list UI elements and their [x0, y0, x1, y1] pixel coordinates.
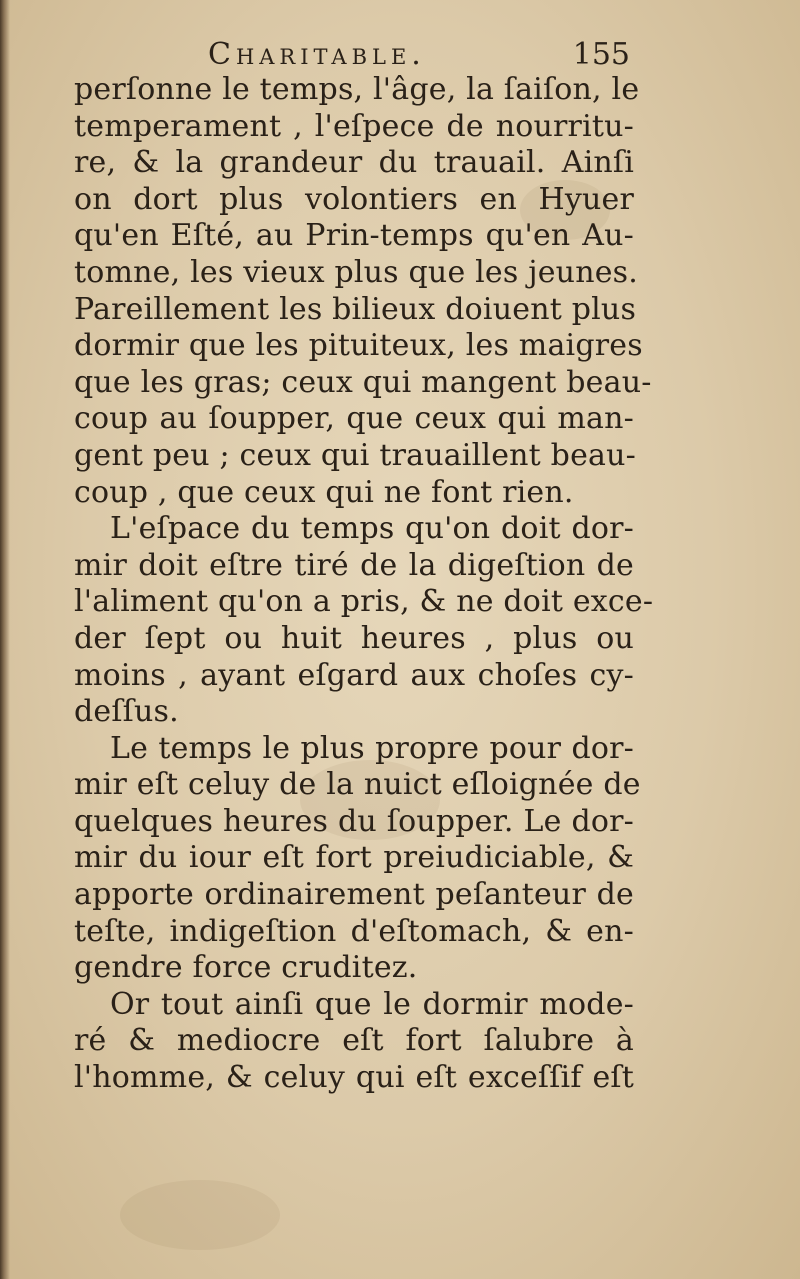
text-line: quelques heures du ſoupper. Le dor-	[74, 803, 634, 839]
text-line: que les gras; ceux qui mangent beau-	[74, 364, 652, 400]
paper-stain	[120, 1180, 280, 1250]
running-head: Charitable.	[208, 37, 426, 72]
text-line: deſſus.	[74, 694, 179, 730]
page-number: 155	[572, 37, 630, 72]
paragraph	[74, 987, 634, 1097]
text-line: on dort plus volontiers en Hyuer	[74, 181, 634, 217]
text-line: temperament , l'eſpece de nourritu-	[74, 108, 634, 144]
text-line: mir doit eſtre tiré de la digeſtion de	[74, 547, 634, 583]
text-line: der ſept ou huit heures , plus ou	[74, 620, 634, 656]
text-line: mir eſt celuy de la nuict eſloignée de	[74, 767, 641, 803]
text-line: gent peu ; ceux qui trauaillent beau-	[74, 437, 636, 473]
paragraph	[74, 730, 641, 987]
text-line: Le temps le plus propre pour dor-	[110, 730, 634, 766]
text-line: l'homme, & celuy qui eſt exceſſif eſt	[74, 1060, 634, 1096]
page-gutter	[0, 0, 10, 1279]
text-line: moins , ayant eſgard aux choſes cy-	[74, 657, 634, 693]
text-line: coup au ſoupper, que ceux qui man-	[74, 401, 634, 437]
text-line: re, & la grandeur du trauail. Ainſi	[74, 145, 634, 181]
text-line: L'eſpace du temps qu'on doit dor-	[110, 511, 634, 547]
text-line: Or tout ainſi que le dormir mode-	[110, 986, 634, 1022]
text-line: coup , que ceux qui ne font rien.	[74, 474, 574, 510]
text-line: dormir que les pituiteux, les maigres	[74, 328, 643, 364]
text-line: mir du iour eſt fort preiudiciable, &	[74, 840, 634, 876]
text-line: ré & mediocre eſt fort ſalubre à	[74, 1023, 634, 1059]
paragraph	[74, 72, 652, 511]
text-line: perſonne le temps, l'âge, la ſaiſon, le	[74, 72, 640, 107]
text-line: gendre force cruditez.	[74, 950, 418, 986]
text-line: Pareillement les bilieux doiuent plus	[74, 291, 637, 327]
text-line: tomne, les vieux plus que les jeunes.	[74, 254, 638, 290]
body-text	[74, 72, 654, 1097]
text-line: qu'en Eſté, au Prin-temps qu'en Au-	[74, 218, 634, 254]
paragraph	[74, 511, 654, 731]
text-line: l'aliment qu'on a pris, & ne doit exce-	[74, 584, 654, 620]
text-line: apporte ordinairement peſanteur de	[74, 877, 634, 913]
text-line: teſte, indigeſtion d'eſtomach, & en-	[74, 913, 634, 949]
